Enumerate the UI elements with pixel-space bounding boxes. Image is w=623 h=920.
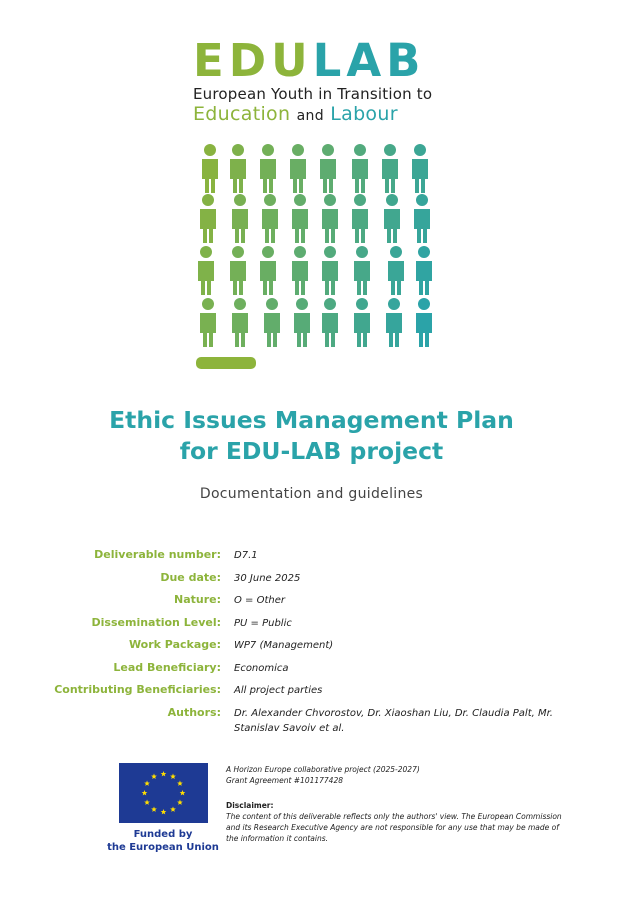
- people-occupations-icon: [190, 135, 435, 375]
- meta-value: PU = Public: [234, 617, 292, 629]
- person-figure: [322, 298, 338, 347]
- eu-star-icon: [170, 806, 176, 811]
- title-line-2: for EDU-LAB project: [179, 437, 444, 465]
- meta-label: Lead Beneficiary:: [113, 660, 221, 674]
- person-figure: [320, 144, 336, 193]
- person-figure: [416, 246, 432, 295]
- meta-label: Deliverable number:: [94, 548, 221, 561]
- title-line-1: Ethic Issues Management Plan: [109, 406, 514, 434]
- person-figure: [232, 298, 248, 347]
- eu-star-icon: [144, 781, 150, 786]
- person-figure: [382, 144, 398, 193]
- meta-value: Dr. Alexander Chvorostov, Dr. Xiaoshan Liu, Dr. Claudia Palt, Mr. Stanislav Savoiv et al.: [234, 707, 553, 734]
- meta-value: 30 June 2025: [234, 572, 301, 584]
- eu-union: the European Union: [107, 842, 219, 853]
- logo-lab: LAB: [312, 34, 426, 87]
- logo-tagline-1: European Youth in Transition to: [193, 85, 433, 103]
- eu-star-icon: [180, 790, 186, 795]
- meta-row-authors: [30, 706, 564, 736]
- person-figure: [232, 194, 248, 243]
- meta-label: Work Package:: [128, 638, 221, 651]
- eu-star-icon: [161, 771, 167, 776]
- person-figure: [230, 144, 246, 193]
- eu-funding-label: [100, 828, 226, 854]
- person-figure: [292, 194, 308, 243]
- eu-star-icon: [177, 800, 183, 805]
- eu-star-icon: [170, 774, 176, 779]
- person-figure: [292, 246, 308, 295]
- eu-stars-icon: [119, 763, 208, 823]
- eu-star-icon: [142, 790, 148, 795]
- logo-edu: EDU: [193, 34, 313, 87]
- meta-row-dissemination: [30, 616, 564, 631]
- person-figure: [264, 298, 280, 347]
- person-figure: [322, 194, 338, 243]
- eu-flag-icon: [119, 763, 208, 823]
- meta-label: Authors:: [167, 705, 221, 719]
- footer-grant-line: Grant Agreement #101177428: [226, 776, 344, 785]
- person-figure: [200, 194, 216, 243]
- logo-labour: Labour: [330, 103, 398, 125]
- person-figure: [388, 246, 404, 295]
- person-figure: [352, 194, 368, 243]
- document-subtitle: Documentation and guidelines: [199, 486, 424, 502]
- meta-row-deliverable: [30, 548, 564, 563]
- meta-row-contributing: [30, 683, 564, 698]
- person-figure: [414, 194, 430, 243]
- person-figure: [290, 144, 306, 193]
- audience-figures: [196, 357, 256, 369]
- meta-value: WP7 (Management): [234, 640, 334, 651]
- meta-value: D7.1: [234, 550, 258, 561]
- meta-label: Nature:: [173, 593, 221, 606]
- eu-star-icon: [151, 806, 157, 811]
- person-figure: [198, 246, 214, 295]
- person-figure: [294, 298, 310, 347]
- eu-star-icon: [151, 774, 157, 779]
- person-figure: [262, 194, 278, 243]
- meta-value: O = Other: [234, 595, 286, 606]
- disclaimer-text: The content of this deliverable reflects only the authors' view. The European Commission and its Research Executive Agency are not responsible for any use that may be made of the information it contains.: [226, 812, 562, 843]
- disclaimer-title: Disclaimer:: [226, 801, 274, 810]
- person-figure: [412, 144, 428, 193]
- person-figure: [352, 144, 368, 193]
- eu-star-icon: [161, 809, 167, 814]
- eu-funded-by: Funded by: [133, 829, 193, 840]
- person-figure: [354, 298, 370, 347]
- meta-label: Contributing Beneficiaries:: [54, 683, 221, 696]
- meta-row-lead: [30, 661, 564, 676]
- footer-project-line: A Horizon Europe collaborative project (2025-2027): [226, 765, 420, 774]
- person-figure: [260, 144, 276, 193]
- logo-and: and: [296, 108, 324, 124]
- eu-star-icon: [177, 781, 183, 786]
- meta-label: Due date:: [160, 570, 221, 584]
- footer-info: [226, 764, 571, 844]
- meta-value: All project parties: [234, 685, 323, 696]
- meta-row-due-date: [30, 571, 564, 586]
- person-figure: [230, 246, 246, 295]
- meta-label: Dissemination Level:: [91, 615, 221, 629]
- person-figure: [260, 246, 276, 295]
- meta-row-work-package: [30, 638, 564, 653]
- person-figure: [202, 144, 218, 193]
- person-figure: [416, 298, 432, 347]
- logo-tagline-2: [193, 103, 433, 125]
- eu-star-icon: [144, 800, 150, 805]
- person-figure: [386, 298, 402, 347]
- meta-value: Economica: [234, 662, 289, 674]
- person-figure: [354, 246, 370, 295]
- logo-wordmark: [193, 34, 433, 87]
- meta-row-nature: [30, 593, 564, 608]
- document-title: [0, 405, 623, 467]
- person-figure: [384, 194, 400, 243]
- edulab-logo: [193, 34, 433, 125]
- person-figure: [200, 298, 216, 347]
- person-figure: [322, 246, 338, 295]
- metadata-table: [30, 548, 564, 743]
- logo-education: Education: [193, 103, 291, 125]
